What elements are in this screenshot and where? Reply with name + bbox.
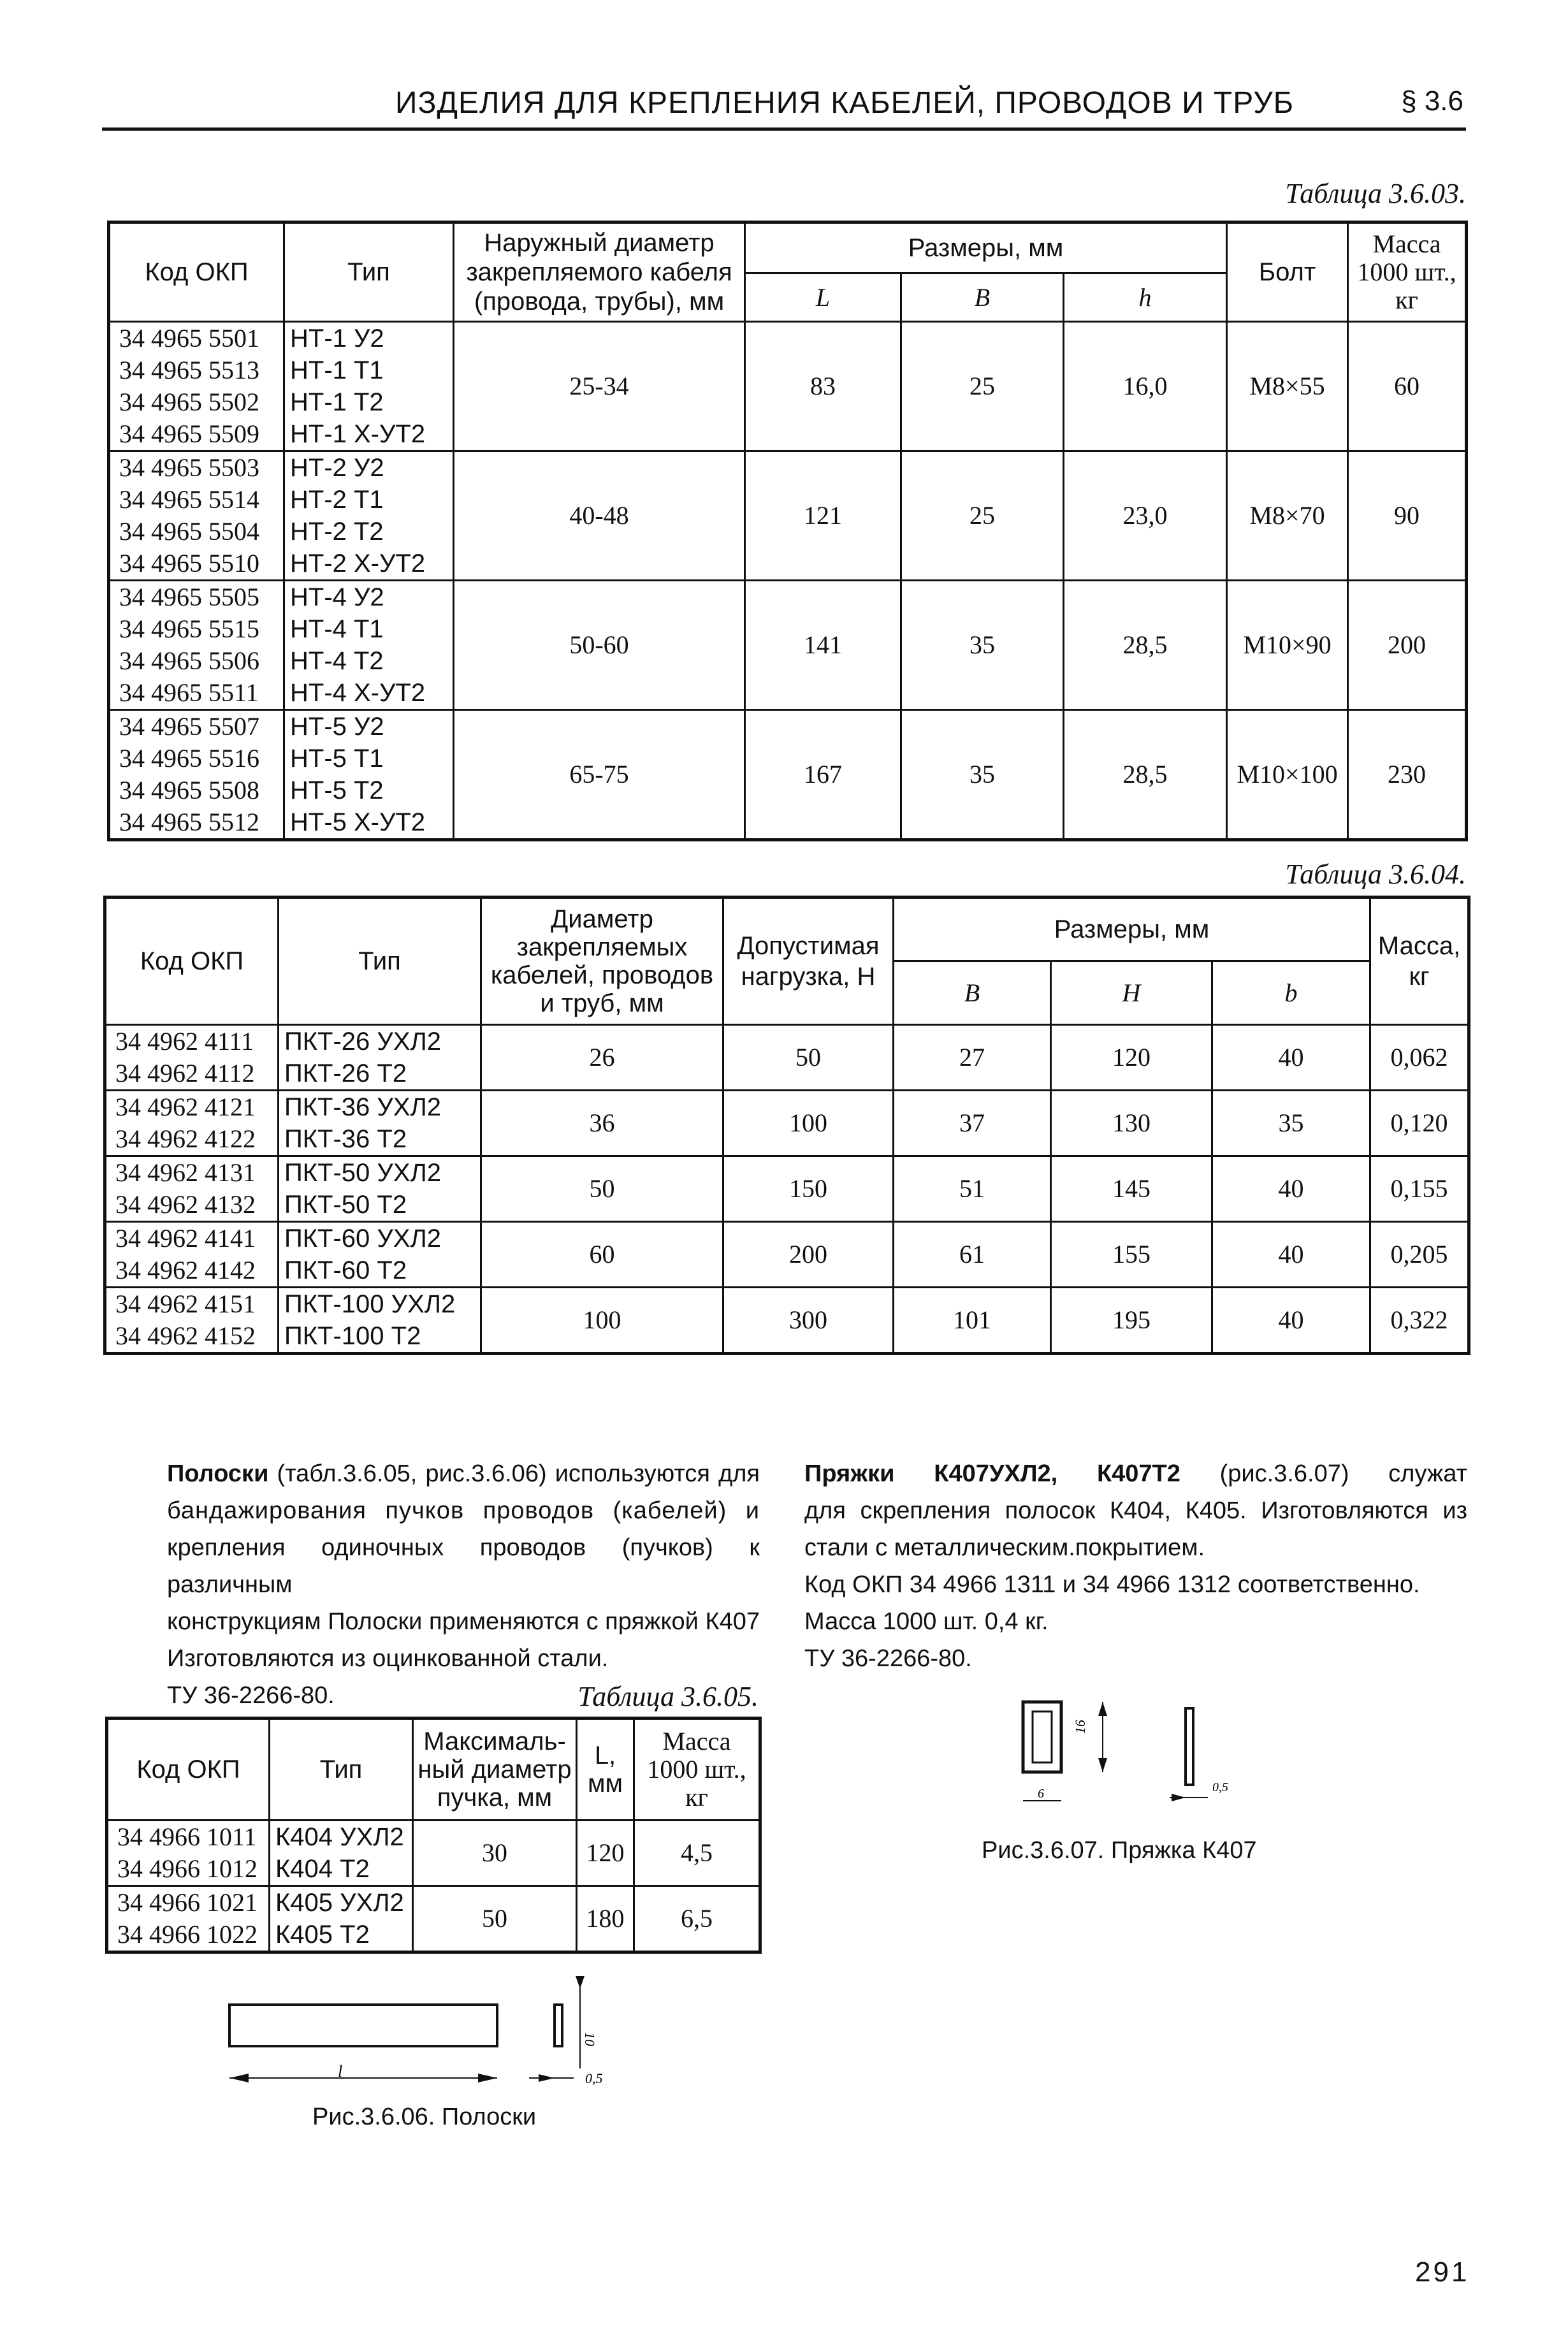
strip-shape [229, 2005, 497, 2046]
col-header-bolt: Болт [1227, 222, 1348, 322]
mass-cell: 0,205 [1370, 1222, 1469, 1288]
header-title: ИЗДЕЛИЯ ДЛЯ КРЕПЛЕНИЯ КАБЕЛЕЙ, ПРОВОДОВ И ТРУБ [395, 86, 1295, 120]
buckle-section [1186, 1708, 1193, 1785]
table-row [107, 1820, 760, 1886]
okp-code: 34 4965 5515 [119, 614, 259, 643]
b-cell: 40 [1212, 1156, 1370, 1222]
okp-codes-cell [105, 1091, 279, 1156]
okp-code: 34 4962 4142 [115, 1256, 256, 1284]
type-designation: НТ-1 Т1 [290, 356, 384, 384]
col-header-code: Код ОКП [105, 897, 279, 1025]
B-cell: 51 [894, 1156, 1051, 1222]
okp-codes-cell [105, 1025, 279, 1091]
load-cell: 50 [723, 1025, 894, 1091]
okp-code: 34 4965 5501 [119, 324, 259, 352]
type-cell [284, 581, 454, 710]
L-cell: 141 [745, 581, 901, 710]
header-section: § 3.6 [1401, 85, 1463, 117]
col-header-mass: Масса 1000 шт., кг [634, 1719, 760, 1820]
B-cell: 25 [901, 451, 1064, 581]
type-designation: НТ-2 Т1 [290, 486, 384, 514]
type-cell [279, 1091, 481, 1156]
okp-code: 34 4962 4122 [115, 1124, 256, 1153]
diam-cell: 60 [481, 1222, 723, 1288]
L-cell: 167 [745, 710, 901, 840]
col-header-type: Тип [270, 1719, 413, 1820]
diam-cell: 25-34 [454, 322, 745, 451]
type-designation: НТ-5 Т1 [290, 745, 384, 773]
col-header-diameter: Наружный диаметр закрепляемого кабеля (провода, трубы), мм [454, 222, 745, 322]
text-line: Код ОКП 34 4966 1311 и 34 4966 1312 соответственно. [804, 1571, 1420, 1598]
L-cell: 83 [745, 322, 901, 451]
mass-cell: 230 [1348, 710, 1467, 840]
okp-code: 34 4965 5512 [119, 808, 259, 836]
B-cell: 101 [894, 1288, 1051, 1354]
thickness-label: 0,5 [585, 2070, 603, 2086]
load-cell: 200 [723, 1222, 894, 1288]
thickness-label: 0,5 [1212, 1780, 1228, 1794]
B-cell: 37 [894, 1091, 1051, 1156]
table-3-6-05-caption: Таблица 3.6.05. [577, 1681, 759, 1712]
col-header-type: Тип [284, 222, 454, 322]
B-cell: 61 [894, 1222, 1051, 1288]
arrow-head [539, 2074, 555, 2082]
type-designation: НТ-5 Т2 [290, 776, 384, 804]
col-header-L: L, мм [577, 1719, 634, 1820]
type-designation: ПКТ-50 УХЛ2 [284, 1159, 441, 1187]
mass-cell: 0,322 [1370, 1288, 1469, 1354]
bolt-cell: М8×55 [1227, 322, 1348, 451]
width-label: 6 [1038, 1787, 1044, 1801]
B-cell: 27 [894, 1025, 1051, 1091]
mass-cell: 6,5 [634, 1886, 760, 1952]
figure-3-6-06-caption: Рис.3.6.06. Полоски [312, 2104, 537, 2130]
okp-codes-cell [109, 322, 284, 451]
type-designation: НТ-5 Х-УТ2 [290, 808, 426, 836]
okp-code: 34 4962 4111 [115, 1027, 254, 1056]
col-header-diameter: Диаметр закрепляемых кабелей, проводов и труб, мм [481, 897, 723, 1025]
col-header-mass: Масса 1000 шт., кг [1348, 222, 1467, 322]
col-header-b: b [1212, 961, 1370, 1025]
type-cell [279, 1222, 481, 1288]
okp-code: 34 4962 4121 [115, 1093, 256, 1121]
type-designation: К404 УХЛ2 [275, 1823, 404, 1851]
type-cell [279, 1288, 481, 1354]
buckle-slot [1033, 1711, 1052, 1762]
bolt-cell: М10×90 [1227, 581, 1348, 710]
buckle-drawing [1013, 1696, 1281, 1817]
strips-term: Полоски [167, 1460, 269, 1487]
okp-code: 34 4965 5514 [119, 485, 259, 514]
length-label: l [338, 2062, 343, 2081]
type-designation: НТ-1 Т2 [290, 388, 384, 416]
bolt-cell: М10×100 [1227, 710, 1348, 840]
table-row [105, 1025, 1469, 1091]
diam-cell: 36 [481, 1091, 723, 1156]
diam-cell: 50 [413, 1886, 577, 1952]
okp-code: 34 4965 5509 [119, 419, 259, 448]
type-cell [270, 1820, 413, 1886]
okp-code: 34 4965 5503 [119, 453, 259, 482]
col-header-B: B [901, 273, 1064, 322]
okp-code: 34 4966 1012 [117, 1854, 258, 1883]
arrow-head [229, 2074, 249, 2082]
type-designation: ПКТ-26 УХЛ2 [284, 1028, 441, 1056]
okp-code: 34 4962 4152 [115, 1321, 256, 1350]
col-header-H: H [1051, 961, 1212, 1025]
table-row [105, 1156, 1469, 1222]
h-cell: 23,0 [1064, 451, 1227, 581]
text-line: конструкциям Полоски применяются с пряжкой К407 [167, 1608, 760, 1635]
type-designation: НТ-1 У2 [290, 324, 384, 352]
text-line: ТУ 36-2266-80. [167, 1682, 335, 1709]
diam-cell: 40-48 [454, 451, 745, 581]
okp-codes-cell [109, 451, 284, 581]
type-designation: НТ-2 У2 [290, 454, 384, 482]
figure-3-6-07-caption: Рис.3.6.07. Пряжка К407 [982, 1837, 1257, 1864]
bolt-cell: М8×70 [1227, 451, 1348, 581]
load-cell: 100 [723, 1091, 894, 1156]
col-header-sizes: Размеры, мм [745, 222, 1227, 273]
strip-drawing [217, 1976, 637, 2104]
type-designation: ПКТ-100 Т2 [284, 1322, 421, 1350]
H-cell: 195 [1051, 1288, 1212, 1354]
col-header-B: B [894, 961, 1051, 1025]
text-line: Масса 1000 шт. 0,4 кг. [804, 1608, 1049, 1635]
type-designation: НТ-2 Т2 [290, 518, 384, 546]
type-designation: К404 Т2 [275, 1855, 370, 1883]
table-3-6-03-caption: Таблица 3.6.03. [1285, 178, 1466, 209]
diam-cell: 30 [413, 1820, 577, 1886]
okp-codes-cell [105, 1288, 279, 1354]
type-designation: НТ-4 Х-УТ2 [290, 679, 426, 707]
type-cell [270, 1886, 413, 1952]
type-designation: НТ-4 Т1 [290, 615, 384, 643]
type-cell [284, 710, 454, 840]
col-header-load: Допустимая нагрузка, Н [723, 897, 894, 1025]
diam-cell: 50-60 [454, 581, 745, 710]
arrow-head [1172, 1794, 1186, 1801]
okp-codes-cell [105, 1222, 279, 1288]
diam-cell: 100 [481, 1288, 723, 1354]
table-row [109, 322, 1467, 451]
mass-cell: 200 [1348, 581, 1467, 710]
load-cell: 300 [723, 1288, 894, 1354]
okp-code: 34 4962 4112 [115, 1059, 255, 1087]
mass-cell: 0,155 [1370, 1156, 1469, 1222]
mass-cell: 90 [1348, 451, 1467, 581]
type-designation: ПКТ-60 УХЛ2 [284, 1225, 441, 1253]
type-designation: ПКТ-36 Т2 [284, 1125, 407, 1153]
H-cell: 120 [1051, 1025, 1212, 1091]
text-line: бандажирования пучков проводов (кабелей) и [167, 1497, 760, 1524]
arrow-head [1098, 1758, 1107, 1772]
text-line: ТУ 36-2266-80. [804, 1645, 972, 1672]
height-label: 16 [1072, 1720, 1088, 1734]
arrow-head [478, 2074, 497, 2082]
mass-cell: 4,5 [634, 1820, 760, 1886]
okp-code: 34 4965 5505 [119, 583, 259, 611]
okp-code: 34 4965 5513 [119, 356, 259, 384]
okp-code: 34 4965 5511 [119, 678, 259, 707]
diam-cell: 50 [481, 1156, 723, 1222]
okp-code: 34 4965 5516 [119, 744, 259, 773]
b-cell: 40 [1212, 1025, 1370, 1091]
type-designation: НТ-4 У2 [290, 583, 384, 611]
text-line: Изготовляются из оцинкованной стали. [167, 1645, 609, 1672]
okp-code: 34 4965 5502 [119, 388, 259, 416]
okp-codes-cell [109, 581, 284, 710]
text-line: Полоски (табл.3.6.05, рис.3.6.06) используются для [167, 1460, 760, 1487]
strips-description [167, 1455, 760, 1714]
type-designation: К405 Т2 [275, 1921, 370, 1949]
type-cell [284, 451, 454, 581]
h-cell: 28,5 [1064, 581, 1227, 710]
b-cell: 40 [1212, 1288, 1370, 1354]
type-designation: НТ-5 У2 [290, 713, 384, 741]
b-cell: 40 [1212, 1222, 1370, 1288]
h-cell: 28,5 [1064, 710, 1227, 840]
col-header-L: L [745, 273, 901, 322]
table-row [105, 1091, 1469, 1156]
L-cell: 180 [577, 1886, 634, 1952]
okp-codes-cell [107, 1886, 270, 1952]
load-cell: 150 [723, 1156, 894, 1222]
mass-cell: 60 [1348, 322, 1467, 451]
arrow-head [1098, 1702, 1107, 1716]
table-3-6-03 [107, 221, 1468, 841]
mass-cell: 0,062 [1370, 1025, 1469, 1091]
okp-codes-cell [109, 710, 284, 840]
buckle-term: Пряжки К407УХЛ2, К407Т2 [804, 1460, 1180, 1487]
H-cell: 130 [1051, 1091, 1212, 1156]
text-line: Пряжки К407УХЛ2, К407Т2 (рис.3.6.07) служат [804, 1460, 1467, 1487]
type-designation: НТ-4 Т2 [290, 647, 384, 675]
okp-codes-cell [105, 1156, 279, 1222]
col-header-mass: Масса, кг [1370, 897, 1469, 1025]
okp-code: 34 4962 4141 [115, 1224, 256, 1253]
okp-code: 34 4965 5508 [119, 776, 259, 804]
table-row [109, 710, 1467, 840]
type-designation: НТ-1 Х-УТ2 [290, 420, 426, 448]
okp-code: 34 4962 4131 [115, 1158, 256, 1187]
type-designation: ПКТ-50 Т2 [284, 1191, 407, 1219]
table-3-6-05 [105, 1717, 762, 1954]
okp-code: 34 4966 1022 [117, 1920, 258, 1949]
type-cell [279, 1156, 481, 1222]
mass-cell: 0,120 [1370, 1091, 1469, 1156]
col-header-code: Код ОКП [107, 1719, 270, 1820]
L-cell: 121 [745, 451, 901, 581]
table-row [105, 1288, 1469, 1354]
col-header-diameter: Максималь-ный диаметр пучка, мм [413, 1719, 577, 1820]
running-header [102, 83, 1466, 131]
b-cell: 35 [1212, 1091, 1370, 1156]
okp-code: 34 4965 5504 [119, 517, 259, 546]
H-cell: 155 [1051, 1222, 1212, 1288]
type-designation: ПКТ-60 Т2 [284, 1256, 407, 1284]
okp-code: 34 4965 5510 [119, 549, 259, 578]
type-designation: ПКТ-100 УХЛ2 [284, 1290, 456, 1318]
col-header-type: Тип [279, 897, 481, 1025]
okp-code: 34 4962 4132 [115, 1190, 256, 1219]
buckle-description [804, 1455, 1467, 1677]
B-cell: 35 [901, 581, 1064, 710]
table-3-6-04 [103, 896, 1470, 1355]
B-cell: 35 [901, 710, 1064, 840]
type-designation: К405 УХЛ2 [275, 1889, 404, 1917]
page-number: 291 [1415, 2256, 1470, 2288]
col-header-sizes: Размеры, мм [894, 897, 1370, 961]
text-line: стали с металлическим.покрытием. [804, 1534, 1205, 1561]
table-row [109, 581, 1467, 710]
h-cell: 16,0 [1064, 322, 1227, 451]
col-header-h: h [1064, 273, 1227, 322]
type-designation: ПКТ-36 УХЛ2 [284, 1093, 441, 1121]
strip-section [555, 2005, 562, 2046]
okp-code: 34 4965 5506 [119, 646, 259, 675]
table-row [107, 1886, 760, 1952]
okp-code: 34 4965 5507 [119, 712, 259, 741]
L-cell: 120 [577, 1820, 634, 1886]
text-line: для скрепления полосок К404, К405. Изготовляются из [804, 1497, 1467, 1524]
col-header-code: Код ОКП [109, 222, 284, 322]
type-cell [279, 1025, 481, 1091]
table-row [109, 451, 1467, 581]
H-cell: 145 [1051, 1156, 1212, 1222]
diam-cell: 65-75 [454, 710, 745, 840]
okp-code: 34 4966 1011 [117, 1822, 257, 1851]
okp-code: 34 4966 1021 [117, 1888, 258, 1917]
type-designation: ПКТ-26 Т2 [284, 1059, 407, 1087]
table-3-6-04-caption: Таблица 3.6.04. [1285, 859, 1466, 890]
type-cell [284, 322, 454, 451]
height-label: 10 [582, 2032, 598, 2046]
okp-codes-cell [107, 1820, 270, 1886]
text-line: крепления одиночных проводов (пучков) к различным [167, 1534, 760, 1598]
okp-code: 34 4962 4151 [115, 1290, 256, 1318]
table-row [105, 1222, 1469, 1288]
type-designation: НТ-2 Х-УТ2 [290, 549, 426, 578]
diam-cell: 26 [481, 1025, 723, 1091]
B-cell: 25 [901, 322, 1064, 451]
arrow-head [576, 1976, 584, 1989]
